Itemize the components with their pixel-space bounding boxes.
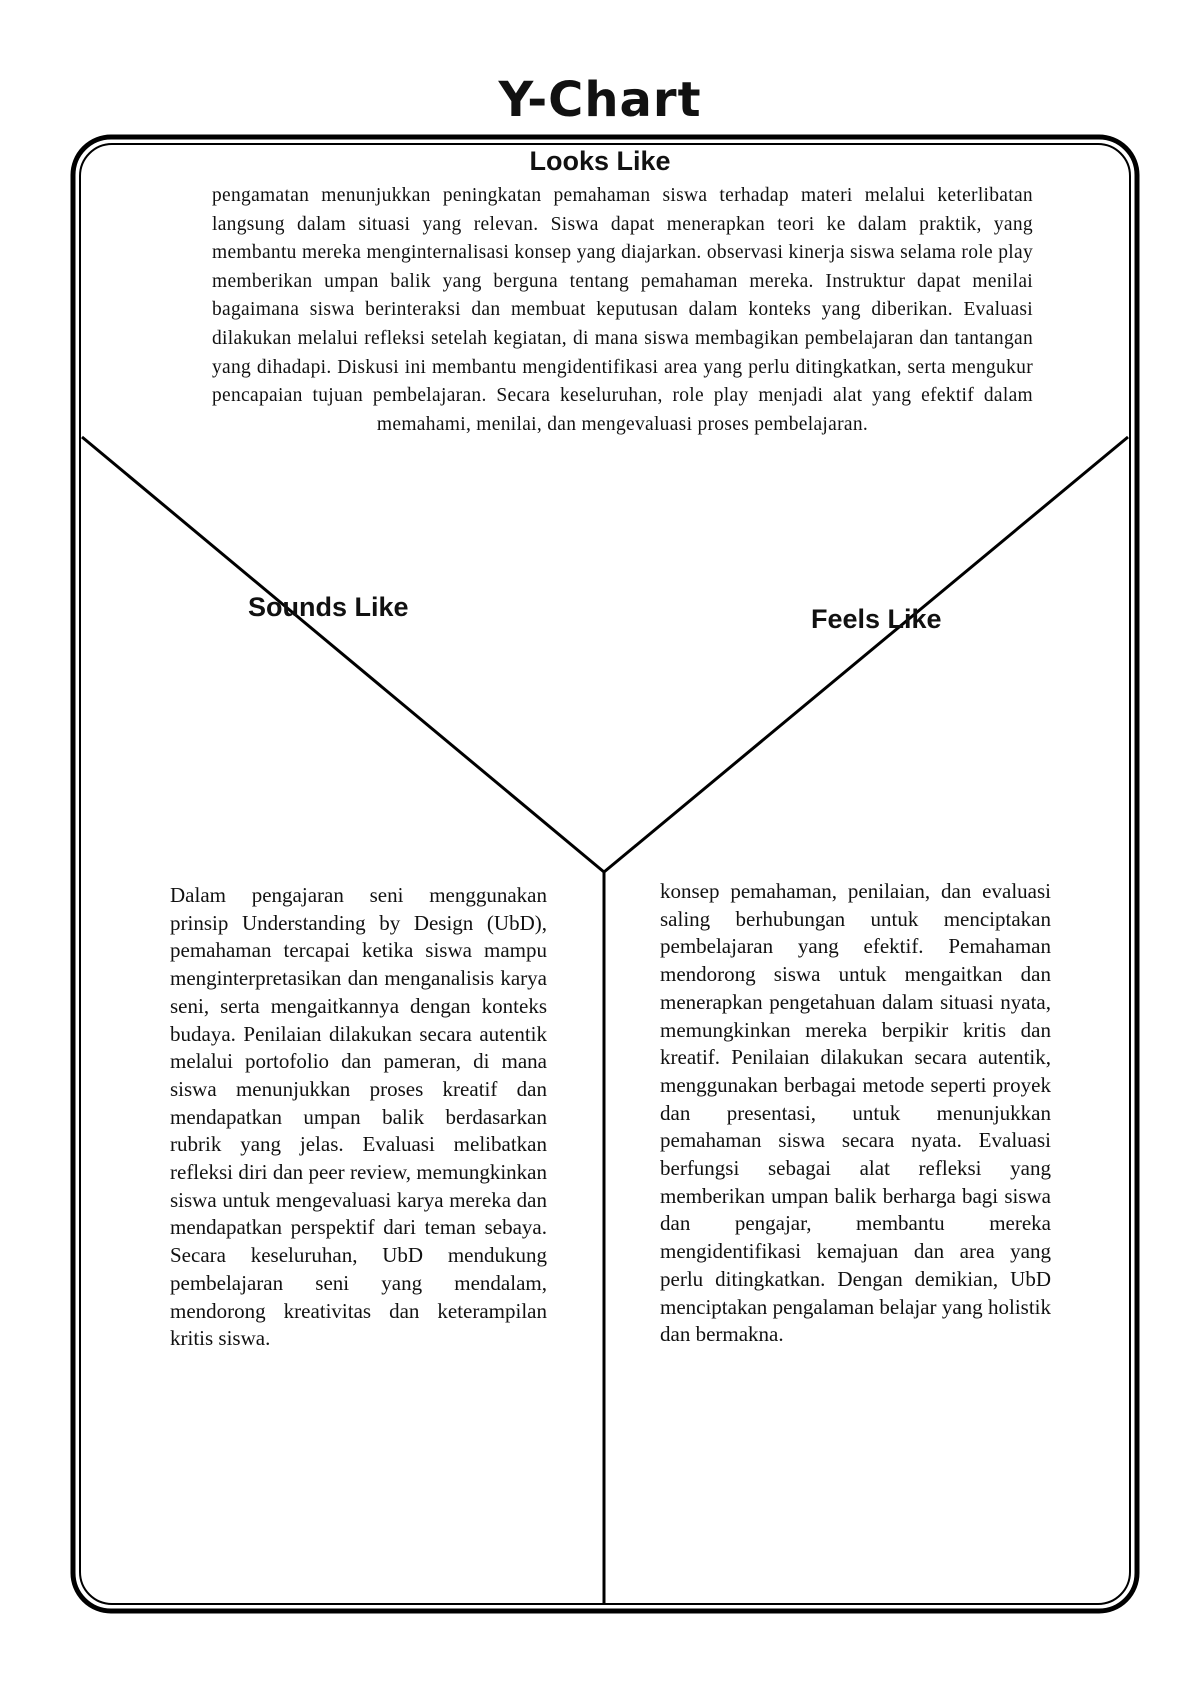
looks-like-heading: Looks Like — [529, 146, 671, 176]
sounds-like-text: Dalam pengajaran seni menggunakan prinsip Understanding by Design (UbD), pemahaman tercapai ketika siswa mampu menginterpretasikan dan menganalisis karya seni, serta mengaitkannya dengan konteks budaya. Penilaian dilakukan secara autentik melalui portofolio dan pameran, di mana siswa menunjukkan proses kreatif dan mendapatkan umpan balik berdasarkan rubrik yang jelas. Evaluasi melibatkan refleksi diri dan peer review, memungkinkan siswa untuk mengevaluasi karya mereka dan mendapatkan perspektif dari teman sebaya. Secara keseluruhan, UbD mendukung pembelajaran seni yang mendalam, mendorong kreativitas dan keterampilan kritis siswa. — [170, 883, 547, 1351]
page-title: Y-Chart — [498, 72, 702, 128]
looks-like-text: pengamatan menunjukkan peningkatan pemahaman siswa terhadap materi melalui keterlibatan langsung dalam situasi yang relevan. Siswa dapat menerapkan teori ke dalam praktik, yang membantu mereka menginternalisasi konsep yang diajarkan. observasi kinerja siswa selama role play memberikan umpan balik yang berguna tentang pemahaman mereka. Instruktur dapat menilai bagaimana siswa berinteraksi dan membuat keputusan dalam konteks yang diberikan. Evaluasi dilakukan melalui refleksi setelah kegiatan, di mana siswa membagikan pembelajaran dan tantangan yang dihadapi. Diskusi ini membantu mengidentifikasi area yang perlu ditingkatkan, serta mengukur pencapaian tujuan pembelajaran. Secara keseluruhan, role play menjadi alat yang efektif dalam memahami, menilai, dan mengevaluasi proses pembelajaran. — [212, 185, 1033, 435]
sounds-like-heading: Sounds Like — [248, 592, 409, 622]
feels-like-text: konsep pemahaman, penilaian, dan evaluasi saling berhubungan untuk menciptakan pembelajaran yang efektif. Pemahaman mendorong siswa untuk mengaitkan dan menerapkan pengetahuan dalam situasi nyata, memungkinkan mereka berpikir kritis dan kreatif. Penilaian dilakukan secara autentik, menggunakan berbagai metode seperti proyek dan presentasi, untuk menunjukkan pemahaman siswa secara nyata. Evaluasi berfungsi sebagai alat refleksi yang memberikan umpan balik berharga bagi siswa dan pengajar, membantu mereka mengidentifikasi kemajuan dan area yang perlu ditingkatkan. Dengan demikian, UbD menciptakan pengalaman belajar yang holistik dan bermakna. — [660, 879, 1051, 1347]
feels-like-heading: Feels Like — [811, 604, 942, 634]
y-right-arm — [604, 437, 1128, 872]
y-left-arm — [82, 437, 604, 872]
